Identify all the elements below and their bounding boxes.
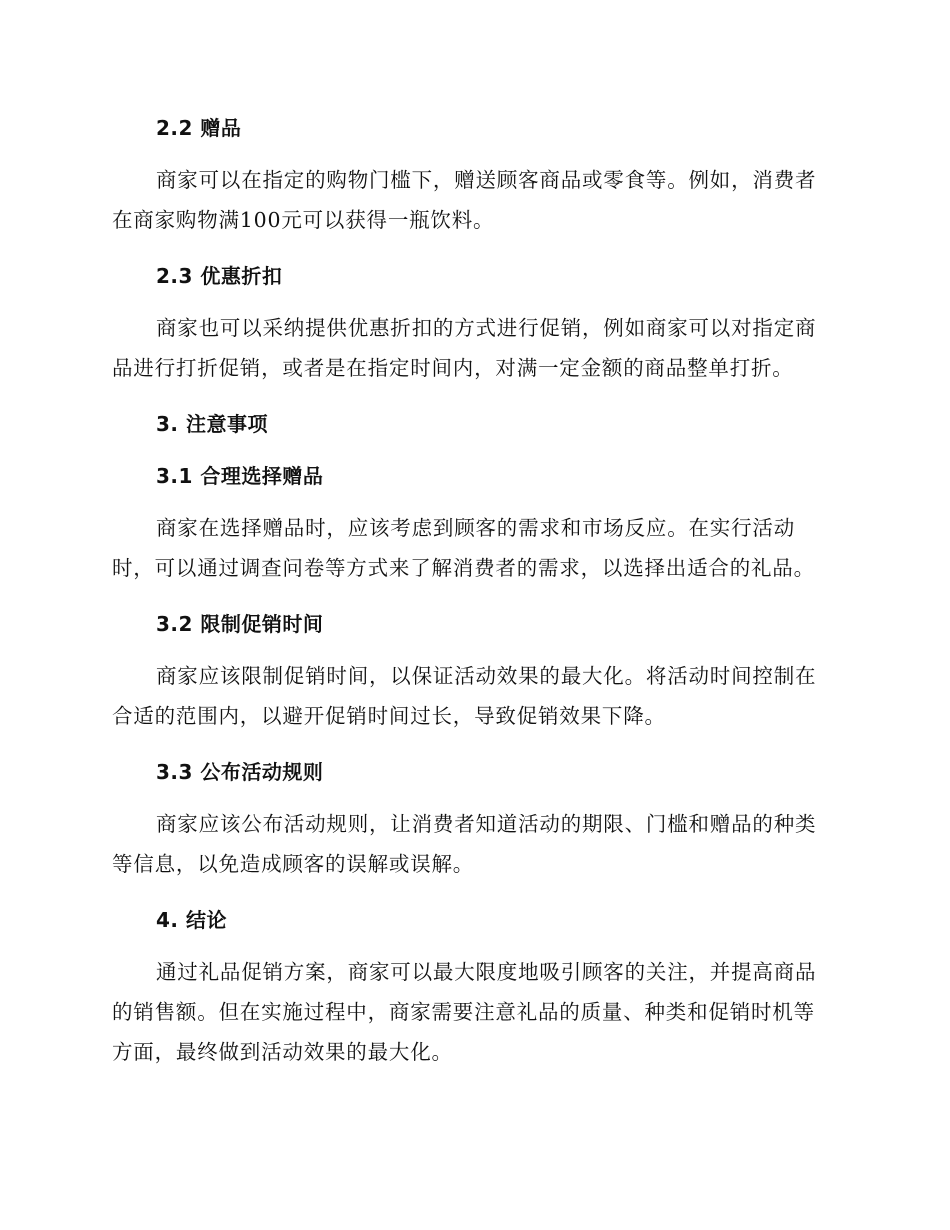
section-heading-notes: 3. 注意事项: [156, 412, 268, 436]
section-paragraph-choose-gifts: 商家在选择赠品时，应该考虑到顾客的需求和市场反应。在实行活动时，可以通过调查问卷等方式来了解消费者的需求，以选择出适合的礼品。: [112, 516, 815, 580]
section-heading-publish-rules: 3.3 公布活动规则: [156, 760, 324, 784]
document-body: [112, 108, 832, 1088]
section-heading-limit-time: 3.2 限制促销时间: [156, 612, 324, 636]
section-paragraph-limit-time: 商家应该限制促销时间，以保证活动效果的最大化。将活动时间控制在合适的范围内，以避开促销时间过长，导致促销效果下降。: [112, 664, 817, 728]
section-heading-choose-gifts: 3.1 合理选择赠品: [156, 464, 324, 488]
section-paragraph-publish-rules: 商家应该公布活动规则，让消费者知道活动的期限、门槛和赠品的种类等信息，以免造成顾客的误解或误解。: [112, 812, 817, 876]
section-heading-gifts: 2.2 赠品: [156, 116, 242, 140]
section-paragraph-conclusion: 通过礼品促销方案，商家可以最大限度地吸引顾客的关注，并提高商品的销售额。但在实施过程中，商家需要注意礼品的质量、种类和促销时机等方面，最终做到活动效果的最大化。: [112, 960, 817, 1064]
section-heading-discount: 2.3 优惠折扣: [156, 264, 283, 288]
section-paragraph-discount: 商家也可以采纳提供优惠折扣的方式进行促销，例如商家可以对指定商品进行打折促销，或者是在指定时间内，对满一定金额的商品整单打折。: [112, 316, 817, 380]
section-heading-conclusion: 4. 结论: [156, 908, 227, 932]
section-paragraph-gifts: 商家可以在指定的购物门槛下，赠送顾客商品或零食等。例如，消费者在商家购物满100元可以获得一瓶饮料。: [112, 168, 817, 232]
